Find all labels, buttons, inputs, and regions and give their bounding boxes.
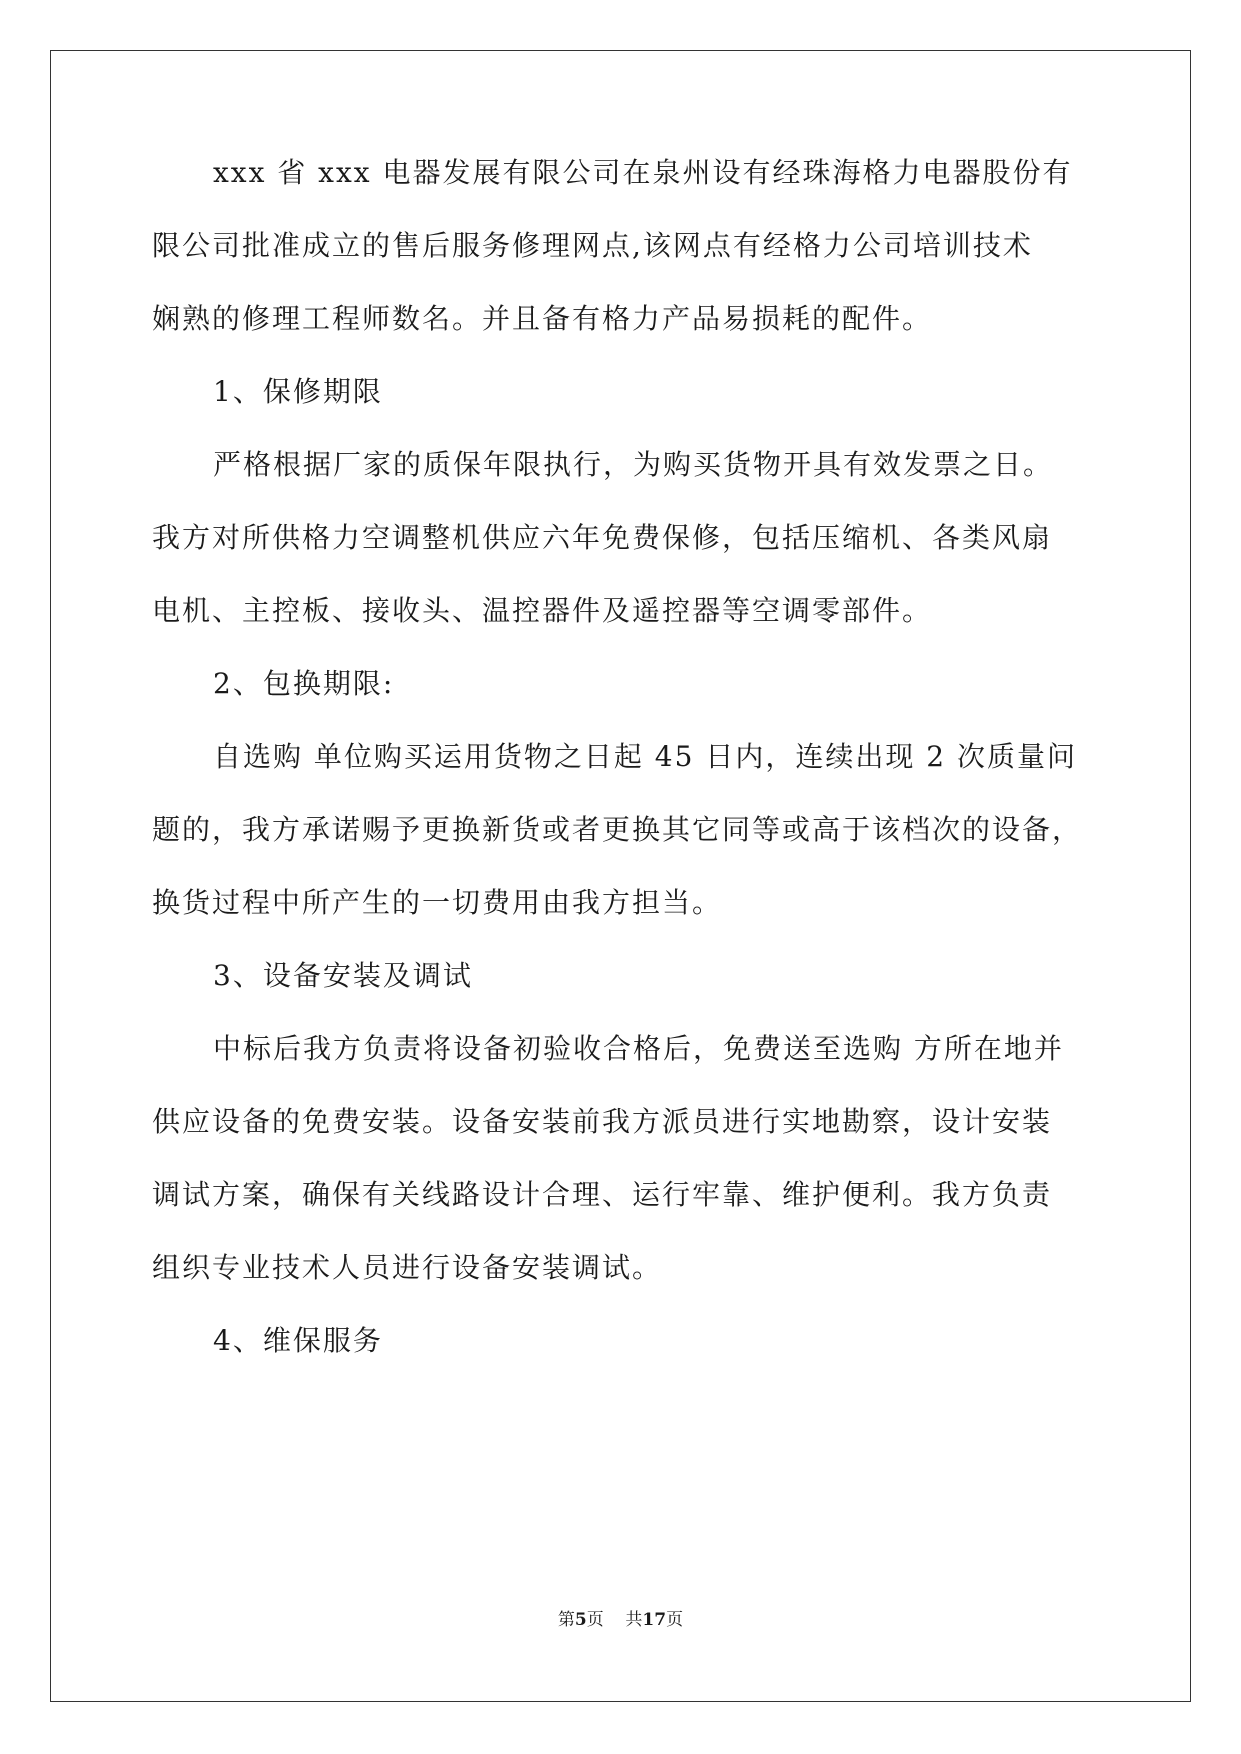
footer-middle: 页 共 bbox=[586, 1610, 643, 1630]
paragraph-line: 调试方案，确保有关线路设计合理、运行牢靠、维护便利。我方负责 bbox=[152, 1178, 1053, 1211]
paragraph-line: xxx 省 xxx 电器发展有限公司在泉州设有经珠海格力电器股份有 bbox=[213, 156, 1073, 189]
footer-prefix: 第 bbox=[557, 1610, 575, 1630]
paragraph-line: 供应设备的免费安装。设备安装前我方派员进行实地勘察，设计安装 bbox=[152, 1105, 1053, 1138]
page-footer bbox=[0, 1608, 1241, 1632]
paragraph-line: 自选购 单位购买运用货物之日起 45 日内，连续出现 2 次质量问 bbox=[213, 740, 1077, 773]
paragraph-line: 限公司批准成立的售后服务修理网点,该网点有经格力公司培训技术 bbox=[152, 229, 1033, 262]
section-heading: 1、保修期限 bbox=[213, 375, 383, 408]
footer-page-number: 5 bbox=[574, 1610, 587, 1630]
paragraph-line: 严格根据厂家的质保年限执行，为购买货物开具有效发票之日。 bbox=[213, 448, 1054, 481]
paragraph-line: 换货过程中所产生的一切费用由我方担当。 bbox=[152, 886, 723, 919]
section-heading: 4、维保服务 bbox=[213, 1324, 383, 1357]
paragraph-line: 我方对所供格力空调整机供应六年免费保修，包括压缩机、各类风扇 bbox=[152, 521, 1053, 554]
paragraph-line: 电机、主控板、接收头、温控器件及遥控器等空调零部件。 bbox=[152, 594, 933, 627]
section-heading: 2、包换期限: bbox=[213, 667, 395, 700]
footer-suffix: 页 bbox=[666, 1610, 684, 1630]
page-border bbox=[50, 50, 1191, 1702]
paragraph-line: 娴熟的修理工程师数名。并且备有格力产品易损耗的配件。 bbox=[152, 302, 933, 335]
paragraph-line: 中标后我方负责将设备初验收合格后，免费送至选购 方所在地并 bbox=[213, 1032, 1064, 1065]
paragraph-line: 题的，我方承诺赐予更换新货或者更换其它同等或高于该档次的设备， bbox=[152, 813, 1083, 846]
footer-total-pages: 17 bbox=[642, 1610, 667, 1630]
section-heading: 3、设备安装及调试 bbox=[213, 959, 473, 992]
paragraph-line: 组织专业技术人员进行设备安装调试。 bbox=[152, 1251, 663, 1284]
